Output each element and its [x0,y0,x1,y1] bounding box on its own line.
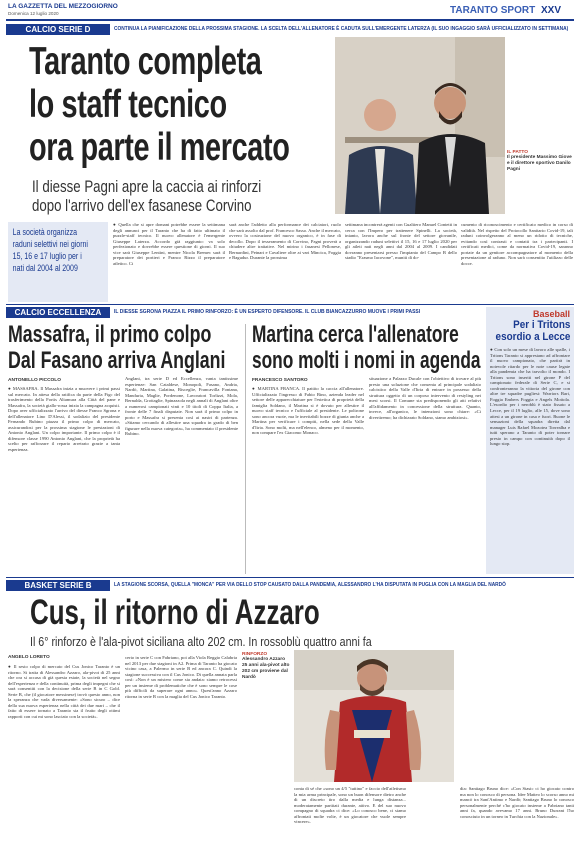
article-column: ● MARTINA FRANCA. Il pattito la caccia all'allenatore. Ufficializzato l'ingresso di Fabio Bino, azienda leader nel settore delle apparecchiature per l'estetica di proprietà della famiglia Soldano, il Martina si è dovuto per allestire il nuovo staff tecnico e l'ufficiale al presidente. Le poltrone sono ancora vuote, ma le inevitabili bozze di giunta anche a Martina per verificare i compiti, nella sede della Valle d'Itria. Sono molti, ma nell'elenco, almeno per il momento, non compare l'ex Giacomo Monaco. [252,386,364,436]
staff-photo [335,37,505,214]
section-name: TARANTO SPORT [450,5,536,16]
article-column: ● MASSAFRA. Il Massafra inizia a muovere i primi passi sul mercato. In attesa della ratifica da parte della Figc del trasferimento della Fortis Altamura alla Città del pane e Massafra, la società giallo-rossa inizia la campagna acquisti. Dopo aver ufficializzato l'arrivo del diesse Franco Sgrona e dell'allenatore Lino D'Alessi, il sodalizio del presidente Fernando Rubino piazza il primo colpo di mercato, assicurandosi per la prossima stagione le prestazioni di Antonio Anglani. Un colpo importante. Il primo colpo è il difensore classe 1990 Antonio Anglani, che la proprietà ha scelto per rafforzare il reparto arretrato grazie a tanta esperienza. [8,386,120,453]
category-tag: CALCIO SERIE D [6,24,110,35]
article-column: ● Quella che si apre domani potrebbe essere la settimana degli annunci per il Taranto che ha di fatto ultimato il puzzle-staff tecnico. Il nuovo allenatore è l'emergente Giuseppe Laterza. Accordo già raggiunto: va solo perfezionato e dovrebbe essere questione di giorni. Il suo vice sarà Giuseppe Lentini, mentre Nicola Bremec sarà il preparatore dei portieri e Franco Rizzo il preparatore atletico. Ci [113,222,225,266]
article-column: sarà anche l'addetto alla performance dei calciatori, ruolo che sarà assolto dal prof. Francesco Sasso. Anche il mercato, ovvero la costruzione del nuovo organico, è in fase di decollo. Dopo il tesseramento di Corvino, Pagni proverà a chiudere altre trattative. Nel mirino i fasanesi Pellonese, Bernardini, Peinari e Cavaliere oltre ai vari Mincica, Foggia e Bagudur. Durante la prossima [229,222,341,261]
article-headline: Massafra, il primo colpo Dal Fasano arriva Anglani [8,321,226,374]
category-tag: CALCIO ECCELLENZA [6,307,110,318]
page-number: XXV [541,5,562,16]
paper-name: LA GAZZETTA DEL MEZZOGIORNO [8,3,118,10]
issue-date: Domenica 12 luglio 2020 [8,11,59,16]
article-kicker: LA STAGIONE SCORSA, QUELLA "MONCA" PER VIA DELLO STOP CAUSATO DALLA PANDEMIA, ALESSANDRO L'HA DISPUTATA IN PUGLIA CON LA MAGLIA DEL NARDÒ [114,582,506,588]
article-column: situazione a Palazzo Ducale con l'obiettivo di trovare al più presto una soluzione che consenta al principale sodalizio calcistico della Valle d'Itria di entrare in possesso della struttura oggetto di un corposo intervento di restyling nei mesi scorsi. Il Comune sta predisponendo gli atti relativi all'affidamento in concessione della struttura. Quanto, invece, all'organico, le intenzioni sono chiare: «Ci divertiremo; ha dichiarato Soldano, siamo ambiziosi». [369,376,481,420]
photo-caption: IL PATTO Il presidente Massimo Giove e il direttore sportivo Danilo Pagni [507,150,572,172]
article-headline: Taranto completa lo staff tecnico ora parte il mercato [29,40,290,169]
masthead-rule [6,19,574,21]
article-column: cumento di riconoscimento e certificato medico in corso di validità. Nel rispetto del Protocollo Sanitario Covid-19, tali raduni coinvolgeranno al meno un ridotto di tecniche, evitando così contrasti e contatti tra i partecipanti. I certificati medici, come da normativa Covid-19, saranno portate da un genitore accompagnatore al momento della presentazione al raduno. Non sarà consentito l'utilizzo delle docce. [461,222,573,266]
article-column: certo in serie C con Fabriano, poi alla Viola Reggio Calabria nel 2013 per due stagioni in A2. Prima di Taranto ha giocato vicino casa, a Palermo in serie B ed ancora C. Quindi la stagione successiva con il Cus Jonico. Di quella annata parla così: «Non è un mistero come sia andata: siamo retrocessi per un insieme di problematiche che è sono sempre le cose più difficili da superare ogni anno». Quest'anno Azzaro ritorna in serie B con la maglia del Cus Jonico Taranto. [125,655,237,699]
info-box: La società organizza raduni selettivi nei giorni 15, 16 e 17 luglio per i nati dal 2004 al 2009 [8,222,108,302]
article-headline: Martina cerca l'allenatore sono molti i nomi in agenda [252,321,481,374]
column-divider [245,324,246,574]
article-column: dia: Santiago Bruno dice: «Con Stasic ci ho giocato contro ma non lo conosco di persona. Idee Matteo lo scorso anno mi mancò tra Sant'Antimo e Nardò; Santiago Bruno lo conosco personalmente perché c'ho giocato insieme a Fabriano tanti anni fa, quando avevamo 17 anni. Bruno Durrant l'ho conosciuto in un torneo in Turchia con la Nazionale». [460,786,574,819]
byline: ANTONELLO PICCOLO [8,378,61,383]
article-kicker: IL DIESSE SGRONA PIAZZA IL PRIMO RINFORZO: È UN ESPERTO DIFENSORE. IL CLUB BIANCAZZURRO MUOVE I PRIMI PASSI [114,309,421,315]
section-rule [6,304,574,305]
byline: ANGELO LORETO [8,655,50,660]
section-rule [6,577,574,578]
article-subtitle: Il diesse Pagni apre la caccia ai rinforzi dopo l'arrivo dell'ex fasanese Corvino [32,177,262,215]
article-headline: Cus, il ritorno di Azzaro [30,593,320,632]
player-photo [294,650,454,782]
article-column: conta di sé che «sono un 4/5 "tuttino" e faccio dell'atletismo la mia arma principale, sono un buon difensore dietro anche di un discreto tiro dalla media e lunga distanza... moderatamente partitati durante, attivo. E del suo nuovo compagno di squadra ci dice: «Lo conosco bene, ci siamo affrontati molte volte, è un giocatore che vuole sempre vincere». [294,786,406,825]
sidebar-box: Baseball Per i Tritons esordio a Lecce ● Con solo un mese di lavoro alle spalle, i Tritons Taranto si apprestano ad affrontare il nuovo campionato, che partirà in notevole ritardo per le note cause legate alla pandemia che ha travolto il mondo. I Tritons sono inseriti nel girone P del campionato federale di Serie C, e si confronteranno la vittoria del girone con altre tre squadre pugliesi: Warriors Bari, Foggia Embers Foggia e Angels Mottola. L'esordio per i neroblù è stato fissato a Lecce, per il 19 luglio, alle 15, dove sono attesi a un girone in casa e fuori. Buone le sensazioni della squadra diretta dal manager Luis Rafael Mozotea Torrealba e tutti sperano a Taranto di poter tornare presto in campo con continuità dopo il lungo stop. [486,307,574,574]
byline: FRANCESCO SANTORO [252,378,308,383]
article-column: Anglani, tra serie D ed Eccellenza, vanta tantissime esperienze: San Cataldese, Monopoli, Fasano, Andria, Nardò, Martina, Galatina, Bisceglie, Francavilla Fontana, Manduria, Maglie, Pordenone, Lavoratori Torlizzi, Mola, Bernalda, Grottaglie, Spinazzola negli annali di Anglani oltre a numerosi campionati vinti e 10 titoli di Coppa Italia, a fronte delle 7 finali disputate. Non sarà il primo colpo in porto e Massafra si presenta così ai nastri di partenza. «Stiamo cercando di allestire una squadra in grado di ben figurare nella nuova categoria», ha commentato il presidente Rubino. [125,376,238,437]
article-subtitle: Il 6° rinforzo è l'ala-pivot siciliana alto 202 cm. In rossoblù quattro anni fa [30,634,372,649]
article-column: ● Il sesto colpo di mercato del Cus Jonico Taranto è un ritorno. Si tratta di Alessandro Azzaro, ala-pivot di 25 anni che ora si accasa di già questa estate, la società nel segno dell'esperienza e della continuità, prima degli impegni che si sarà consentiti con la decisione della serie B in C Gold. Serie B, che (il giocatore messinese) trovò questo anno, non la speranza che vada diversamente: «Sono sicuro – dice della sua nuova esperienza nella città dei due mari – che il fatto di essere tornato a Taranto sia il frutto degli ottimi rapporti con cui mi sono lasciato con la società». [8,664,120,719]
category-tag: BASKET SERIE B [6,580,110,591]
article-kicker: CONTINUA LA PIANIFICAZIONE DELLA PROSSIMA STAGIONE. LA SCELTA DELL'ALLENATORE È CADUTA SULL'EMERGENTE LATERZA (IL SUO INGAGGIO SARÀ UFFICIALIZZATO IN SETTIMANA) [114,26,569,32]
article-column: settimana incontrerà agenti con Gualtiero Manuel Contetti in cerca con l'Impero per trattenere Spinelli. La società, intanto, lavora anche sul fronte del settore giovanile, organizzando raduni selettivi il 15, 16 e 17 luglio 2020 per gli atleti nati negli anni dal 2004 al 2009. I candidati dovranno presentarsi presso l'impianto del Campo B dello stadio "Erasmo Iacovone", muniti di do- [345,222,457,261]
photo-caption: RINFORZO Alessandro Azzaro 25 anni ala-pivot alto 202 cm proviene dal Nardò [242,652,290,680]
